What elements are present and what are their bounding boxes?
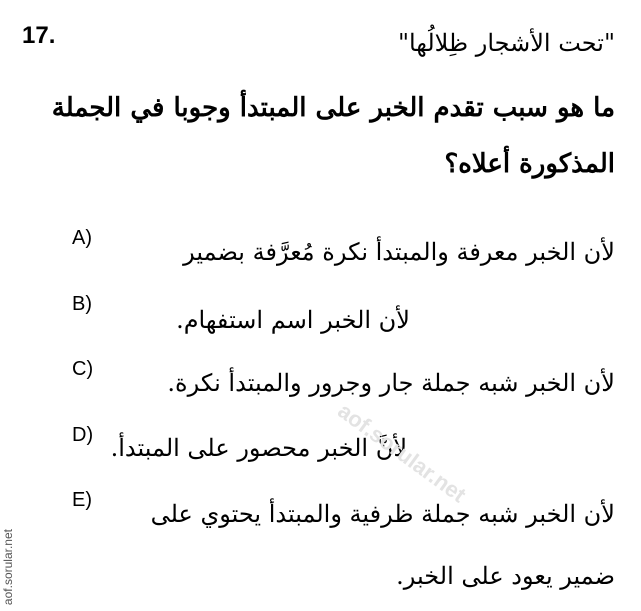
question-stem-line-1: ما هو سبب تقدم الخبر على المبتدأ وجوبا في الجملة bbox=[51, 93, 615, 123]
watermark-center: aof.sorular.net bbox=[333, 398, 471, 508]
question-stem-line-2: المذكورة أعلاه؟ bbox=[444, 149, 615, 179]
option-d-text[interactable]: لأنَّ الخبر محصور على المبتدأ. bbox=[110, 434, 407, 462]
option-e-text-line-1[interactable]: لأن الخبر شبه جملة ظرفية والمبتدأ يحتوي على bbox=[150, 500, 615, 528]
option-b-text[interactable]: لأن الخبر اسم استفهام. bbox=[176, 306, 410, 334]
option-e-text-line-2[interactable]: ضمير يعود على الخبر. bbox=[396, 562, 615, 590]
option-e-letter[interactable]: E) bbox=[72, 489, 92, 511]
option-b-letter[interactable]: B) bbox=[72, 293, 92, 315]
question-number: 17. bbox=[22, 22, 56, 49]
option-a-letter[interactable]: A) bbox=[72, 227, 92, 249]
option-a-text[interactable]: لأن الخبر معرفة والمبتدأ نكرة مُعرَّفة بضمير bbox=[183, 238, 615, 266]
option-c-letter[interactable]: C) bbox=[72, 358, 94, 380]
question-quote: "تحت الأشجار ظِلالُها" bbox=[397, 29, 615, 57]
option-c-text[interactable]: لأن الخبر شبه جملة جار وجرور والمبتدأ نكرة. bbox=[167, 369, 615, 397]
option-d-letter[interactable]: D) bbox=[72, 424, 94, 446]
watermark-side: aof.sorular.net bbox=[1, 528, 15, 605]
